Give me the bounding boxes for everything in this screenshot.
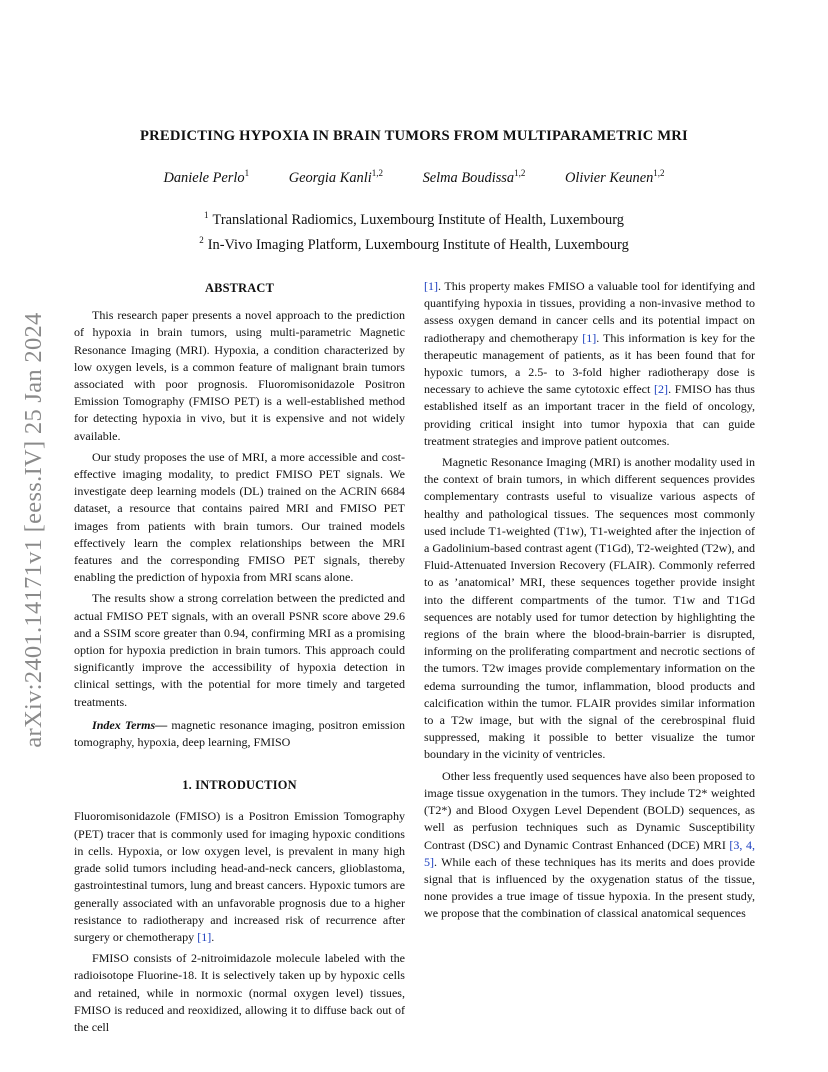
abstract-heading: ABSTRACT: [204, 281, 275, 295]
left-column: [74, 280, 405, 1040]
abstract-paragraph: Our study proposes the use of MRI, a more accessible and cost-effective imaging modality, to predict FMISO PET signals. We investigate deep learning models (DL) trained on the ACRIN 6684 dataset, a resource that contains paired MRI and FMISO PET images from patients with brain tumors. Our trained models effectively learn the complex relationships between the MRI features and the corresponding FMISO PET signals, thereby enabling the prediction of hypoxia from MRI scans alone.: [74, 449, 405, 585]
abstract-paragraph: This research paper presents a novel approach to the prediction of hypoxia in brain tumors, using multi-parametric Magnetic Resonance Imaging (MRI). Hypoxia, a condition characterized by low oxygen levels, is a common feature of malignant brain tumors associated with poor prognosis. Fluoromisonidazole Positron Emission Tomography (FMISO PET) is a well-established method for detecting hypoxia in vivo, but it is expensive and not widely available.: [74, 308, 405, 443]
paper-title: PREDICTING HYPOXIA IN BRAIN TUMORS FROM MULTIPARAMETRIC MRI: [140, 128, 688, 144]
author-list: [0, 168, 828, 187]
citation-link[interactable]: [1]: [197, 929, 212, 944]
intro-paragraph-continued: [1]. This property makes FMISO a valuable tool for identifying and quantifying hypoxia in tissues, providing a non-invasive method to assess oxygen demand in cancer cells and its potential impact on radiotherapy and chemotherapy [1]. This information is key for the therapeutic management of patients, as it has been found that for hypoxic tumors, a 2.5- to 3-fold higher radiotherapy dose is necessary to achieve the same cytotoxic effect [2]. FMISO has thus established itself as an important tracer in the field of oncology, providing critical insight into tumor hypoxia that can guide treatment strategies and improve patient outcomes.: [424, 279, 755, 448]
author: Selma Boudissa$^{1,2}$: [422, 168, 526, 186]
author: Olivier Keunen$^{1,2}$: [564, 168, 665, 186]
citation-link[interactable]: [1]: [582, 330, 597, 345]
intro-paragraph: Magnetic Resonance Imaging (MRI) is another modality used in the context of brain tumors, in which different sequences provides complementary contrasts useful to visualize various aspects of healthy and pathological tissues. The sequences most commonly used include T1-weighted (T1w), T1-weighted after the injection of a Gadolinium-based contrast agent (T1Gd), T2-weighted (T2w), and Fluid-Attenuated Inversion Recovery (FLAIR). Commonly referred to as ’anatomical’ MRI, these sequences together provide insight into the different compartments of the tumor. T1w and T1Gd sequences are notably used for tumor detection by highlighting the regions of the brain where the blood-brain-barrier is disrupted, informing on the proliferating compartment and necrotic sections of the tumors. T2w images provide complementary information on the edema surrounding the tumor, inflammation, blood products and calcification within the tumor. FLAIR provides similar information to a T2w image, but with the signal of the cerebrospinal fluid suppressed, making it possible to better visualize the tumor boundary in the vicinity of ventricles.: [424, 455, 755, 762]
affiliation: $^1$ Translational Radiomics, Luxembourg Institute of Health, Luxembourg: [204, 210, 624, 228]
arxiv-stamp-text: arXiv:2401.14171v1 [eess.IV] 25 Jan 2024: [20, 312, 47, 748]
intro-paragraph: FMISO consists of 2-nitroimidazole molecule labeled with the radioisotope Fluorine-18. It is selectively taken up by hypoxic cells and retained, while in normoxic (normal oxygen level) tissues, FMISO is reduced and reoxidized, allowing it to diffuse back out of the cell: [74, 951, 405, 1034]
citation-link[interactable]: [2]: [654, 382, 669, 397]
citation-link[interactable]: [3, 4, 5]: [424, 837, 755, 869]
affiliations: [0, 205, 828, 255]
introduction-heading: 1. INTRODUCTION: [182, 778, 297, 793]
intro-paragraph: Fluoromisonidazole (FMISO) is a Positron Emission Tomography (PET) tracer that is commonly used for imaging hypoxic conditions in cells. Hypoxia, or low oxygen level, is prevalent in many high grade solid tumors including head-and-neck cancers, glioblastoma, gastrointestinal tumors, lung and breast cancers. Hypoxic tumors are generally associated with an unfavorable prognosis due to a higher resistance to radiotherapy and increased risk of recurrence after surgery or chemotherapy [1].: [74, 809, 405, 944]
index-terms: Index Terms— magnetic resonance imaging, positron emission tomography, hypoxia, deep learning, FMISO: [74, 717, 406, 750]
arxiv-stamp: [14, 290, 54, 770]
affiliation: $^2$ In-Vivo Imaging Platform, Luxembourg Institute of Health, Luxembourg: [199, 235, 629, 253]
abstract-paragraph: The results show a strong correlation between the predicted and actual FMISO PET signals, with an overall PSNR score above 29.6 and a SSIM score greater than 0.94, confirming MRI as a promising option for hypoxia prediction in brain tumors. This approach could significantly improve the accessibility of hypoxia detection in clinical settings, with the potential for more timely and targeted treatments.: [74, 591, 405, 709]
intro-paragraph: Other less frequently used sequences have also been proposed to image tissue oxygenation in the tumors. They include T2* weighted (T2*) and Blood Oxygen Level Dependent (BOLD) sequences, as well as perfusion techniques such as Dynamic Susceptibility Contrast (DSC) and Dynamic Contrast Enhanced (DCE) MRI [3, 4, 5]. While each of these techniques has its merits and does provide signal that is influenced by the oxygenation status of the tissue, none provides a true image of tissue hypoxia. In the present study, we propose that the combination of classical anatomical sequences: [424, 768, 755, 921]
right-column: [424, 278, 755, 927]
author: Georgia Kanli$^{1,2}$: [288, 168, 383, 186]
author: Daniele Perlo$^1$: [163, 168, 250, 186]
citation-link[interactable]: [1]: [424, 279, 439, 293]
